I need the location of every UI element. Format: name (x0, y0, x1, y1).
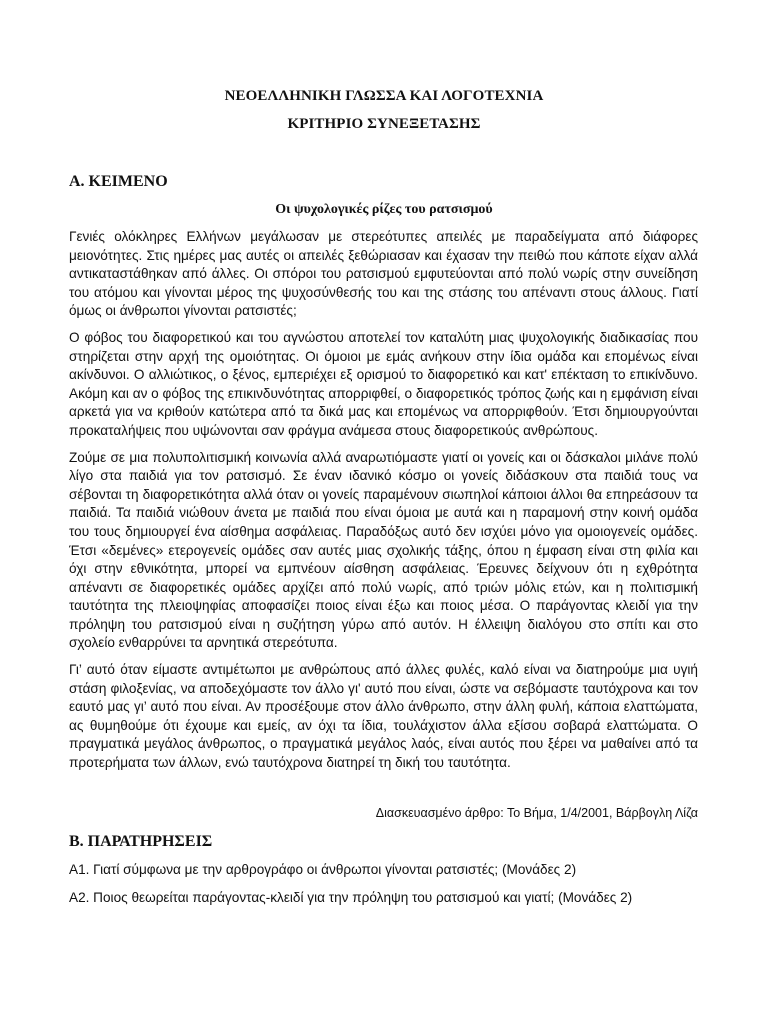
article-paragraph: Γι’ αυτό όταν είμαστε αντιμέτωποι με ανθρώπους από άλλες φυλές, καλό είναι να διατηρούμε μια υγιή στάση φιλοξενίας, να αποδεχόμαστε τον άλλο γι' αυτό που είναι, ώστε να σεβόμαστε ταυτόχρονα και τον εαυτό μας γι’ αυτό που είναι. Αν προσέξουμε στον άλλο άνθρωπο, στην άλλη φυλή, κάποια ελαττώματα, ας θυμηθούμε ότι έχουμε και εμείς, αν όχι τα ίδια, τουλάχιστον άλλα εξίσου σοβαρά ελαττώματα. Ο πραγματικά μεγάλος άνθρωπος, ο πραγματικά μεγάλος λαός, είναι αυτός που ξέρει να μαθαίνει από τα προτερήματα των άλλων, ενώ ταυτόχρονα διατηρεί τη δική του ταυτότητα. (69, 662, 698, 771)
question-a1: Α1. Γιατί σύμφωνα με την αρθρογράφο οι άνθρωποι γίνονται ρατσιστές; (Μονάδες 2) (69, 862, 577, 877)
article-body (69, 228, 698, 781)
article-paragraph: Ζούμε σε μια πολυπολιτισμική κοινωνία αλλά αναρωτιόμαστε γιατί οι γονείς και οι δάσκαλοι μιλάνε πολύ λίγο στα παιδιά για τον ρατσισμό. Σε έναν ιδανικό κόσμο οι γονείς διδάσκουν στα παιδιά τους να σέβονται τη διαφορετικότητα αλλά όταν οι γονείς παραμένουν σιωπηλοί κάποιοι άλλοι θα επηρεάσουν τα παιδιά. Τα παιδιά νιώθουν άνετα με παιδιά που είναι όμοια με αυτά και η παραμονή στην κοινή ομάδα του τους δημιουργεί ένα αίσθημα ασφάλειας. Παραδόξως αυτό δεν ισχύει μόνο για ομοιογενείς ομάδες. Έτσι «δεμένες» ετερογενείς ομάδες σαν αυτές μιας σχολικής τάξης, όπου η έμφαση είναι στη φιλία και όχι στην εθνικότητα, μπορεί να εμπνέουν αίσθηση ασφάλειας. Έρευνες δείχνουν ότι η εχθρότητα απέναντι σε διαφορετικές ομάδες αρχίζει από πολύ νωρίς, από τριών μόλις ετών, και η πολιτισμική ταυτότητα της πλειοψηφίας αποφασίζει ποιος είναι έξω και ποιος μέσα. Ο παράγοντας κλειδί για την πρόληψη του ρατσισμού είναι η συζήτηση γύρω από αυτόν. Η έλλειψη διαλόγου στο σπίτι και στο σχολείο ενθαρρύνει τα αρνητικά στερεότυπα. (69, 449, 698, 651)
section-b-heading: Β. ΠΑΡΑΤΗΡΗΣΕΙΣ (69, 833, 213, 850)
article-title: Οι ψυχολογικές ρίζες του ρατσισμού (275, 202, 493, 217)
section-a-heading: Α. ΚΕΙΜΕΝΟ (69, 173, 168, 190)
article-paragraph: Γενιές ολόκληρες Ελλήνων μεγάλωσαν με στερεότυπες απειλές με παραδείγματα από διάφορες μειονότητες. Στις ημέρες μας αυτές οι απειλές ξεθώριασαν και έχασαν την πειθώ που κάποτε είχαν αλλά αντικαταστάθηκαν από άλλες. Οι σπόροι του ρατσισμού εμφυτεύονται από πολύ νωρίς στην συνείδηση του ατόμου και γίνονται μέρος της ψυχοσύνθεσής του και της στάσης του απέναντι στους άλλους. Γιατί όμως οι άνθρωποι γίνονται ρατσιστές; (69, 229, 698, 319)
question-a2: Α2. Ποιος θεωρείται παράγοντας-κλειδί για την πρόληψη του ρατσισμού και γιατί; (Μονάδες 2) (69, 890, 633, 905)
document-title: ΝΕΟΕΛΛΗΝΙΚΗ ΓΛΩΣΣΑ ΚΑΙ ΛΟΓΟΤΕΧΝΙΑ (224, 88, 544, 104)
article-source: Διασκευασμένο άρθρο: Το Βήμα, 1/4/2001, Βάρβογλη Λίζα (375, 806, 698, 820)
article-paragraph: Ο φόβος του διαφορετικού και του αγνώστου αποτελεί τον καταλύτη μιας ψυχολογικής διαδικασίας που στηρίζεται στην αρχή της ομοιότητας. Οι όμοιοι με εμάς ανήκουν στην ίδια ομάδα και επομένως είναι ακίνδυνοι. Ο αλλιώτικος, ο ξένος, εμπεριέχει εξ ορισμού το διαφορετικό και κατ' επέκταση το επικίνδυνο. Ακόμη και αν ο φόβος της επικινδυνότητας απορριφθεί, ο διαφορετικός τρόπος ζωής και η εμφάνιση είναι αρκετά για να κριθούν κατώτερα από τα δικά μας και επομένως να απορριφθούν. Έτσι δημιουργούνται προκαταλήψεις που υψώνονται σαν φράγμα ανάμεσα στους διαφορετικούς ανθρώπους. (69, 329, 698, 438)
document-subtitle: ΚΡΙΤΗΡΙΟ ΣΥΝΕΞΕΤΑΣΗΣ (287, 116, 481, 132)
